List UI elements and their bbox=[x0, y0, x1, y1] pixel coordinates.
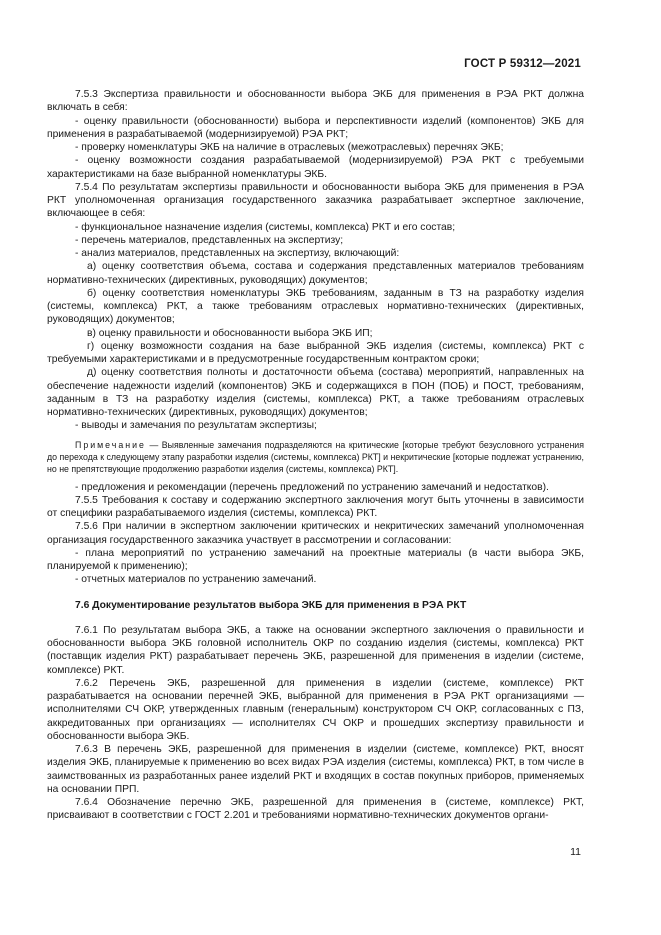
paragraph: 7.6.1 По результатам выбора ЭКБ, а также на основании экспертного заключения о правильности и обоснованности выбора ЭКБ головной исполнитель ОКР по созданию изделия (системы, комплекса) РКТ (поставщик изделия РКТ) разрабатывает перечень ЭКБ, разрешенной для применения в изделии (системе, комплексе) РКТ. bbox=[47, 624, 584, 676]
page-number: 11 bbox=[570, 846, 581, 858]
paragraph: - перечень материалов, представленных на экспертизу; bbox=[75, 234, 344, 246]
paragraph: 7.6.3 В перечень ЭКБ, разрешенной для применения в изделии (системе, комплексе) РКТ, вносят изделия ЭКБ, планируемые к применению во всех видах РЭА изделия (системы, комплекса) РКТ, в том числе в заимствованных из разработанных ранее изделий РКТ и входящих в состав покупных приборов, применяемых на основании ПРП. bbox=[47, 744, 584, 795]
paragraph: - оценку возможности создания разрабатываемой (модернизируемой) РЭА РКТ с требуемыми характеристиками на базе выбранной номенклатуры ЭКБ. bbox=[47, 155, 584, 180]
paragraph: 7.5.3 Экспертиза правильности и обоснованности выбора ЭКБ для применения в РЭА РКТ должна включать в себя: bbox=[47, 89, 584, 114]
paragraph: д) оценку соответствия полноты и достаточности объема (состава) мероприятий, направленных на обеспечение надежности изделий (компонентов) ЭКБ и содержащихся в ПОН (ПОБ) и ПОСТ, требованиям, заданным в ТЗ на разработку изделия (системы, комплекса) РКТ, а также требованиям отраслевых нормативно-технических (директивных, руководящих) документов; bbox=[47, 367, 584, 418]
paragraph: - анализ материалов, представленных на экспертизу, включающий: bbox=[75, 248, 400, 259]
paragraph: - функциональное назначение изделия (системы, комплекса) РКТ и его состав; bbox=[75, 221, 456, 233]
note-text: — Выявленные замечания подразделяются на критические [которые требуют безусловного устранения до перехода к следующему этапу разработки изделия (системы, комплекса) РКТ] и некритические [которые подлежат устранению, но не препятствующие продолжению разработки изделия (системы, комплекса) РКТ]. bbox=[47, 439, 584, 474]
paragraph: 7.5.6 При наличии в экспертном заключении критических и некритических замечаний уполномоченная организация государственного заказчика участвует в рассмотрении и согласовании: bbox=[47, 521, 584, 546]
paragraph: г) оценку возможности создания на базе выбранной ЭКБ изделия (системы, комплекса) РКТ с требуемыми характеристиками и в предусмотренные государственным контрактом сроки; bbox=[47, 340, 584, 365]
paragraph: - проверку номенклатуры ЭКБ на наличие в отраслевых (межотраслевых) перечнях ЭКБ; bbox=[75, 142, 504, 153]
paragraph: 7.6.2 Перечень ЭКБ, разрешенной для применения в изделии (системе, комплексе) РКТ разрабатывается на основании перечней ЭКБ, выбранной для применения в РЭА РКТ организациями — исполнителями СЧ ОКР, утвержденных главным (генеральным) конструктором СЧ ОКР, согласованных с ПЗ, аккредитованных при организациях — исполнителях СЧ ОКР и прошедших экспертизу правильности и обоснованности выбора ЭКБ. bbox=[47, 677, 584, 742]
note-label: Примечание bbox=[75, 439, 146, 450]
paragraph: - отчетных материалов по устранению замечаний. bbox=[75, 574, 317, 586]
document-code: ГОСТ Р 59312—2021 bbox=[464, 58, 581, 70]
section-7-5-5-to-7-5-6 bbox=[47, 481, 584, 587]
paragraph: а) оценку соответствия объема, состава и содержания представленных материалов требованиям нормативно-технических (директивных, руководящих) документов; bbox=[47, 261, 584, 286]
paragraph: - выводы и замечания по результатам экспертизы; bbox=[75, 420, 317, 432]
page-body bbox=[47, 88, 584, 823]
section-heading: 7.6 Документирование результатов выбора ЭКБ для применения в РЭА РКТ bbox=[75, 599, 467, 611]
paragraph: 7.5.4 По результатам экспертизы правильности и обоснованности выбора ЭКБ для применения в РЭА РКТ уполномоченная организация государственного заказчика разрабатывает экспертное заключение, включающее в себя: bbox=[47, 181, 584, 220]
paragraph: б) оценку соответствия номенклатуры ЭКБ требованиям, заданным в ТЗ на разработку изделия (системы, комплекса) РКТ, а также требованиям отраслевых нормативно-технических (директивных, руководящих) документов; bbox=[47, 287, 584, 326]
paragraph: 7.6.4 Обозначение перечню ЭКБ, разрешенной для применения в (системе, комплексе) РКТ, присваивают в соответствии с ГОСТ 2.201 и требованиями нормативно-технических документов органи- bbox=[47, 797, 584, 822]
paragraph: - предложения и рекомендации (перечень предложений по устранению замечаний и недостатков). bbox=[75, 481, 549, 493]
paragraph: - оценку правильности (обоснованности) выбора и перспективности изделий (компонентов) ЭКБ для применения в разрабатываемой (модернизируемой) РЭА РКТ; bbox=[47, 115, 584, 140]
paragraph: 7.5.5 Требования к составу и содержанию экспертного заключения могут быть уточнены в зависимости от специфики разрабатываемого изделия (системы, комплекса) РКТ. bbox=[47, 494, 584, 519]
section-7-5-3-to-7-5-4 bbox=[47, 88, 584, 433]
paragraph: - плана мероприятий по устранению замечаний на проектные материалы (в части выбора ЭКБ, планируемой к применению); bbox=[47, 547, 584, 572]
paragraph: в) оценку правильности и обоснованности выбора ЭКБ ИП; bbox=[87, 327, 373, 339]
note bbox=[47, 439, 584, 475]
section-7-6 bbox=[47, 624, 584, 823]
